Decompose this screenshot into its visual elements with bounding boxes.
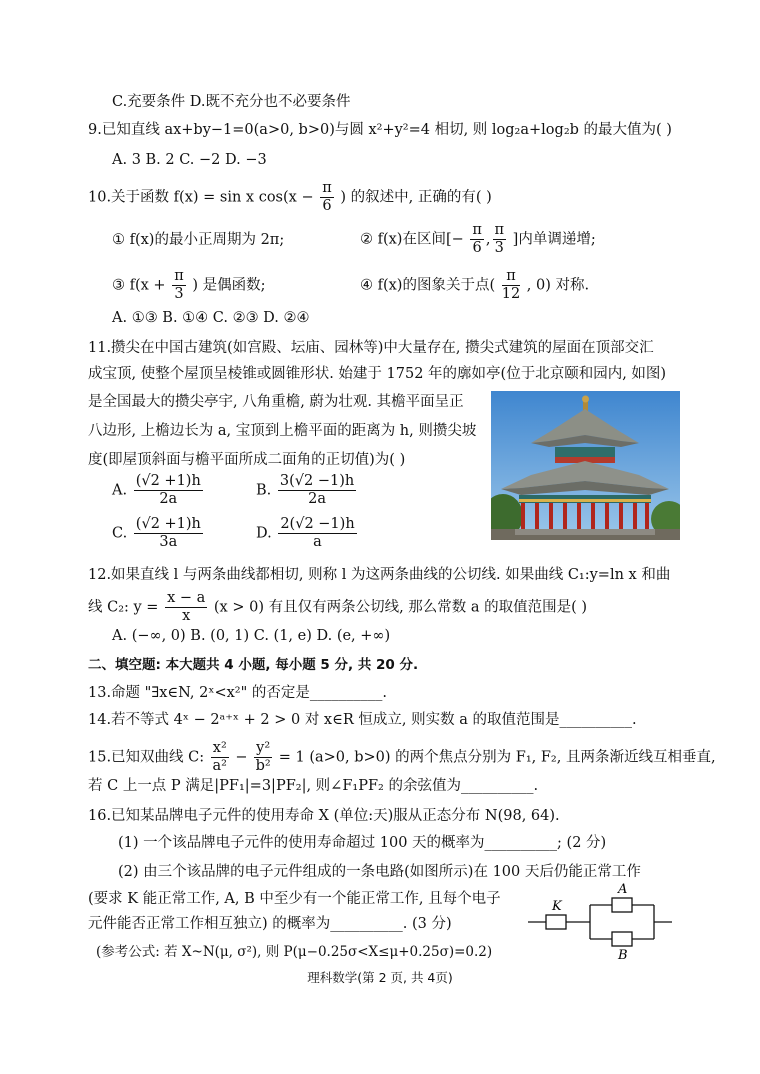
pavilion-illustration — [491, 391, 680, 540]
q16-line-4: (要求 K 能正常工作, A, B 中至少有一个能正常工作, 且每个电子 — [88, 891, 501, 907]
q10-statement-4: ④ f(x)的图象关于点( $\frac{\pi}{12}$ , 0) 对称. — [360, 268, 590, 302]
q14-stem: 14.若不等式 4ˣ − 2ᵃ⁺ˣ + 2 > 0 对 x∈R 恒成立, 则实数 a 的取值范围是__________. — [88, 712, 637, 728]
q13-stem: 13.命题 "∃x∈N, 2ˣ<x²" 的否定是__________. — [88, 685, 387, 701]
q11-option-d: D. $\frac{2(√2 -1)h}{a}$ — [256, 516, 355, 550]
q11-option-b: B. $\frac{3(√2 -1)h}{2a}$ — [256, 473, 355, 507]
circuit-diagram — [524, 879, 674, 959]
q10-statement-2: ② f(x)在区间[− $\frac{\pi}{6}$ , $\frac{\pi}{3}$ ]内单调递增; — [360, 222, 596, 256]
page-footer: 理科数学(第 2 页, 共 4页) — [307, 970, 453, 985]
q11-line-3: 是全国最大的攒尖亭宇, 八角重檐, 蔚为壮观. 其檐平面呈正 — [88, 394, 464, 410]
q9-stem: 9.已知直线 ax+by−1=0(a>0, b>0)与圆 x²+y²=4 相切, 则 log₂a+log₂b 的最大值为( ) — [88, 122, 672, 138]
q9-options: A. 3 B. 2 C. −2 D. −3 — [112, 152, 267, 168]
q10-fraction: $\frac{\pi}{6}$ — [322, 180, 332, 214]
switch-k-box — [546, 915, 566, 929]
q10-options: A. ①③ B. ①④ C. ②③ D. ②④ — [112, 310, 310, 326]
q16-line-5: 元件能否正常工作相互独立) 的概率为__________. (3 分) — [88, 916, 452, 932]
circuit-label-b: B — [618, 948, 628, 959]
switch-a-box — [612, 898, 632, 912]
q10-statement-1: ① f(x)的最小正周期为 2π; — [112, 232, 285, 248]
q12-line-1: 12.如果直线 l 与两条曲线都相切, 则称 l 为这两条曲线的公切线. 如果曲线 C₁:y=ln x 和曲 — [88, 567, 671, 583]
section-fill-in-heading: 二、填空题: 本大题共 4 小题, 每小题 5 分, 共 20 分. — [88, 657, 419, 673]
q16-reference-formula: (参考公式: 若 X~N(μ, σ²), 则 P(μ−0.25σ<X≤μ+0.25σ)=0.2) — [96, 944, 493, 960]
q8-options-cd: C.充要条件 D.既不充分也不必要条件 — [112, 94, 351, 110]
q16-line-1: 16.已知某品牌电子元件的使用寿命 X (单位:天)服从正态分布 N(98, 64). — [88, 808, 560, 824]
q10-stem-post: ) 的叙述中, 正确的有( ) — [340, 189, 492, 206]
q11-option-a: A. $\frac{(√2 +1)h}{2a}$ — [112, 473, 201, 507]
q15-line-1: 15.已知双曲线 C: $\frac{\text{x²}}{\text{a²}}$ − $\frac{\text{y²}}{\text{b²}}$ = 1 (a>0, b>0) 的两个焦点分别为 F₁, F₂, 且两条渐近线互相垂直, — [88, 740, 716, 774]
q15-line-2: 若 C 上一点 P 满足|PF₁|=3|PF₂|, 则∠F₁PF₂ 的余弦值为__________. — [88, 778, 539, 794]
switch-b-box — [612, 932, 632, 946]
q11-option-c: C. $\frac{(√2 +1)h}{3a}$ — [112, 516, 201, 550]
q12-options: A. (−∞, 0) B. (0, 1) C. (1, e) D. (e, +∞) — [112, 628, 391, 644]
circuit-label-a: A — [618, 882, 628, 897]
q11-line-4: 八边形, 上檐边长为 a, 宝顶到上檐平面的距离为 h, 则攒尖坡 — [88, 423, 477, 439]
q12-line-2: 线 C₂: y = $\frac{x - a}{x}$ (x > 0) 有且仅有两条公切线, 那么常数 a 的取值范围是( ) — [88, 590, 588, 624]
q10-stem-pre: 10.关于函数 f(x) = sin x cos(x − — [88, 189, 314, 206]
q11-line-5: 度(即屋顶斜面与檐平面所成二面角的正切值)为( ) — [88, 452, 406, 468]
q11-line-1: 11.攒尖在中国古建筑(如宫殿、坛庙、园林等)中大量存在, 攒尖式建筑的屋面在顶部交汇 — [88, 340, 654, 356]
q10-statement-3: ③ f(x + $\frac{\pi}{3}$ ) 是偶函数; — [112, 268, 266, 302]
circuit-label-k: K — [552, 899, 562, 914]
q16-part-2: (2) 由三个该品牌的电子元件组成的一条电路(如图所示)在 100 天后仍能正常工作 — [118, 864, 641, 880]
q10-stem — [88, 180, 492, 215]
q11-line-2: 成宝顶, 使整个屋顶呈棱锥或圆锥形状. 始建于 1752 年的廓如亭(位于北京颐和园内, 如图) — [88, 366, 667, 382]
q16-part-1: (1) 一个该品牌电子元件的使用寿命超过 100 天的概率为__________; (2 分) — [118, 835, 607, 851]
pavilion-photo — [491, 391, 680, 540]
